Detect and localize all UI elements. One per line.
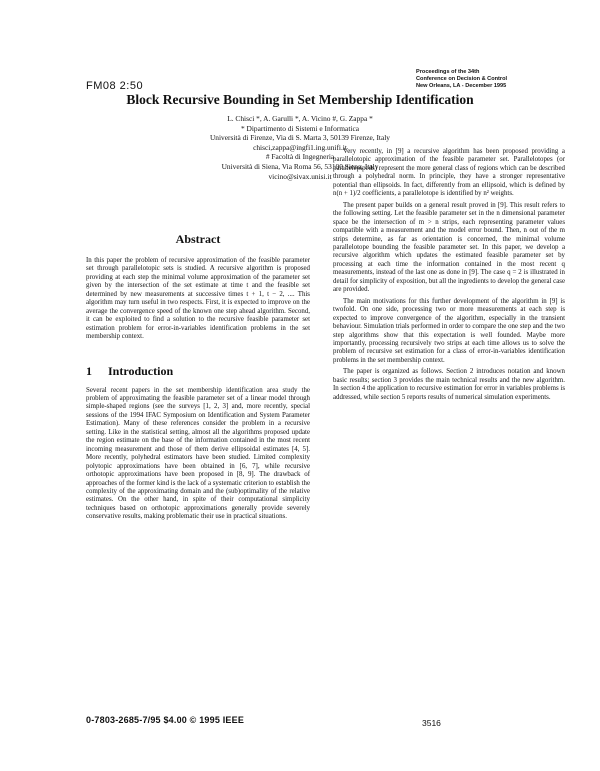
- affiliation-address: Università di Firenze, Via di S. Marta 3, 50139 Firenze, Italy: [209, 133, 391, 143]
- introduction-paragraph: Several recent papers in the set membership identification area study the problem of approximating the feasible parameter set of a linear model through simple-shaped regions (see the surveys [1, 2, 3] and, more recently, special sessions of the 1994 IFAC Symposium on Identification and System Parameter Estimation). Many of these references consider the problem in a recursive setting. Like in the statistical setting, almost all the algorithms proposed update the region estimate on the base of the information contained in the most recent incoming measurement and those of them derive ellipsoidal estimates [4, 5]. More recently, polyhedral estimators have been studied. Limited complexity polytopic approximations have been obtained in [6, 7], while recursive orthotopic approximations have been proposed in [8, 9]. The drawback of approaches of the former kind is the lack of a systematic criterion to establish the complexity of the approximating domain and the (sub)optimality of the relative estimates. On the other hand, in spite of their computational simplicity techniques based on orthotopic approximations generally provide severely conservative results, making problematic their use in practical situations.: [86, 386, 310, 521]
- section-number: 1: [86, 363, 92, 378]
- copyright-isbn: 0-7803-2685-7/95 $4.00 © 1995 IEEE: [86, 715, 245, 725]
- left-column: [86, 232, 310, 522]
- section-title: Introduction: [108, 363, 174, 378]
- introduction-heading: [86, 364, 310, 379]
- body-paragraph: The paper is organized as follows. Section 2 introduces notation and known basic results; section 3 provides the main technical results and the new algorithm. In section 4 the application to recursive estimation for error in variables problems is addressed, while section 5 reports results of numerical simulation experiments.: [333, 368, 565, 401]
- author-names: L. Chisci *, A. Garulli *, A. Vicino #, G. Zappa *: [227, 114, 373, 123]
- body-paragraph: Very recently, in [9] a recursive algorithm has been proposed providing a parallelotopic approximation of the feasible parameter set. Parallelotopes (or parallelepipeds) represent the more general class of regions which can be described through a polyhedral norm. In principle, they have a stronger representative potential than ellipsoids. In fact, differently from an ellipsoid, which is defined by n(n + 1)/2 coefficients, a parallelotope is identified by n² weights.: [333, 148, 565, 198]
- abstract-heading: Abstract: [175, 232, 221, 246]
- right-column: [333, 148, 565, 402]
- proceedings-line: Conference on Decision & Control: [416, 76, 508, 82]
- session-code: FM08 2:50: [86, 80, 144, 92]
- body-paragraph: The present paper builds on a general result proved in [9]. This result refers to the following setting. Let the feasible parameter set in the n dimensional parameter space be the intersection of m > n strips, each representing parameter values compatible with a measurement and the model error bound. Then, n out of the m strips determine, as far as orientation is concerned, the minimal volume parallelotope bounding the feasible parameter set. In this paper, we develop a recursive algorithm which updates the estimated feasible parameter set by processing at each time the information contained in the most recent q measurements, instead of the last one as done in [9]. The case q = 2 is illustrated in detail for simplicity of exposition, but all the ingredients to develop the general case are provided.: [333, 201, 565, 294]
- proceedings-line: New Orleans, LA - December 1995: [416, 83, 507, 89]
- body-paragraph: The main motivations for this further development of the algorithm in [9] is twofold. On one side, processing two or more measurements at each step is expected to improve convergence of the algorithm, especially in the transient behaviour. Simulation trials performed in order to compare the one step and the two step algorithms show that this expectation is well founded. Maybe more importantly, processing recursively two strips at each time allows us to solve the problem of recursive set estimation for a class of error-in-variables identification problems in the set membership context.: [333, 297, 565, 364]
- affiliation-department: * Dipartimento di Sistemi e Informatica: [240, 123, 359, 133]
- affiliation-address: Università di Siena, Via Roma 56, 53100 Siena, Italy: [221, 161, 379, 171]
- page-number: 3516: [422, 718, 441, 728]
- affiliation-faculty: # Facoltà di Ingegneria: [265, 152, 335, 162]
- author-email: vicino@sivax.unisi.it: [268, 171, 332, 181]
- proceedings-info: [416, 69, 566, 90]
- author-email: chisci,zappa@ingfi1.ing.unifi.it: [253, 142, 347, 152]
- abstract-text: In this paper the problem of recursive approximation of the feasible parameter set through parallelotopic sets is studied. A recursive algorithm is proposed providing at each step the minimal volume approximation of the parameter set given by the intersection of the set estimate at time t and the feasible set determined by new measurements at successive times t + 1, t − 2, .... This algorithm may turn useful in two respects. First, it is expected to improve on the average the convergence speed of the known one step ahead algorithm. Second, it can be exploited to find a solution to the recursive feasible parameter set estimation problem for error-in-variables identification problems in the set membership context.: [86, 257, 310, 341]
- proceedings-line: Proceedings of the 34th: [416, 69, 480, 75]
- paper-title: Block Recursive Bounding in Set Membership Identification: [126, 92, 474, 107]
